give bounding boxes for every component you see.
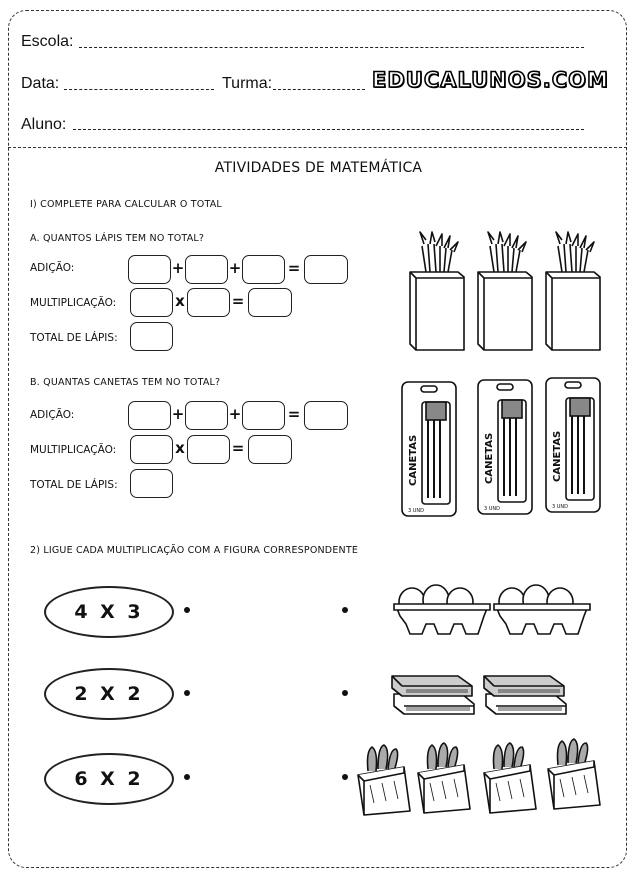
partB-add-box-3[interactable] — [242, 401, 285, 430]
equals-sign: = — [231, 439, 245, 457]
times-sign: x — [175, 439, 185, 457]
match-dot-right-1[interactable] — [342, 607, 348, 613]
partA-add-box-3[interactable] — [242, 255, 285, 284]
partB-question: B. QUANTAS CANETAS TEM NO TOTAL? — [30, 377, 221, 388]
turma-field[interactable] — [273, 89, 365, 90]
partA-add-box-2[interactable] — [185, 255, 228, 284]
escola-label: Escola: — [21, 33, 74, 50]
partA-adicao-label: ADIÇÃO: — [30, 262, 75, 274]
plus-sign: + — [171, 259, 185, 277]
partB-add-box-1[interactable] — [128, 401, 171, 430]
partA-question: A. QUANTOS LÁPIS TEM NO TOTAL? — [30, 233, 205, 244]
partB-add-result-box[interactable] — [304, 401, 348, 430]
baguette-bags-illustration — [352, 737, 602, 815]
partA-mult-result-box[interactable] — [248, 288, 292, 317]
equals-sign: = — [287, 259, 301, 277]
partB-mult-result-box[interactable] — [248, 435, 292, 464]
pack-qty: 3 UND — [408, 508, 425, 514]
partB-mult-label: MULTIPLICAÇÃO: — [30, 444, 117, 456]
equals-sign: = — [287, 405, 301, 423]
aluno-field[interactable] — [73, 129, 584, 130]
pack-qty: 3 UND — [552, 504, 569, 510]
egg-cartons-illustration — [392, 580, 592, 640]
pack-qty: 3 UND — [484, 506, 501, 512]
times-sign: x — [175, 292, 185, 310]
partA-total-box[interactable] — [130, 322, 173, 351]
pencil-cups-illustration — [400, 232, 610, 357]
expression-text: 2 X 2 — [74, 683, 144, 705]
match-dot-left-3[interactable] — [184, 774, 190, 780]
expression-oval-2[interactable] — [44, 668, 174, 720]
match-dot-left-2[interactable] — [184, 690, 190, 696]
section2-heading: 2) LIGUE CADA MULTIPLICAÇÃO COM A FIGURA CORRESPONDENTE — [30, 545, 359, 556]
partB-add-box-2[interactable] — [185, 401, 228, 430]
partB-mult-box-2[interactable] — [187, 435, 230, 464]
brand-logo: EDUCALUNOS.COM — [372, 68, 609, 92]
data-field[interactable] — [64, 89, 214, 90]
plus-sign: + — [228, 405, 242, 423]
equals-sign: = — [231, 292, 245, 310]
pen-packs-illustration — [400, 378, 610, 518]
aluno-label: Aluno: — [21, 116, 67, 133]
expression-text: 6 X 2 — [74, 768, 144, 790]
match-dot-right-2[interactable] — [342, 690, 348, 696]
plus-sign: + — [171, 405, 185, 423]
partB-total-label: TOTAL DE LÁPIS: — [30, 479, 118, 491]
page-title: ATIVIDADES DE MATEMÁTICA — [214, 160, 423, 176]
partB-adicao-label: ADIÇÃO: — [30, 409, 75, 421]
expression-oval-3[interactable] — [44, 753, 174, 805]
partA-add-result-box[interactable] — [304, 255, 348, 284]
expression-oval-1[interactable] — [44, 586, 174, 638]
partB-mult-box-1[interactable] — [130, 435, 173, 464]
pack-label: CANETAS — [408, 434, 419, 486]
match-dot-right-3[interactable] — [342, 774, 348, 780]
turma-label: Turma: — [222, 75, 273, 92]
data-label: Data: — [21, 75, 60, 92]
partA-add-box-1[interactable] — [128, 255, 171, 284]
book-stacks-illustration — [388, 672, 588, 720]
section1-heading: I) COMPLETE PARA CALCULAR O TOTAL — [30, 199, 222, 210]
plus-sign: + — [228, 259, 242, 277]
partA-total-label: TOTAL DE LÁPIS: — [30, 332, 118, 344]
partA-mult-box-1[interactable] — [130, 288, 173, 317]
escola-field[interactable] — [79, 47, 584, 48]
expression-text: 4 X 3 — [74, 601, 144, 623]
header-divider — [8, 147, 627, 148]
pack-label: CANETAS — [552, 430, 563, 482]
partA-mult-label: MULTIPLICAÇÃO: — [30, 297, 117, 309]
partA-mult-box-2[interactable] — [187, 288, 230, 317]
match-dot-left-1[interactable] — [184, 607, 190, 613]
pack-label: CANETAS — [484, 432, 495, 484]
partB-total-box[interactable] — [130, 469, 173, 498]
